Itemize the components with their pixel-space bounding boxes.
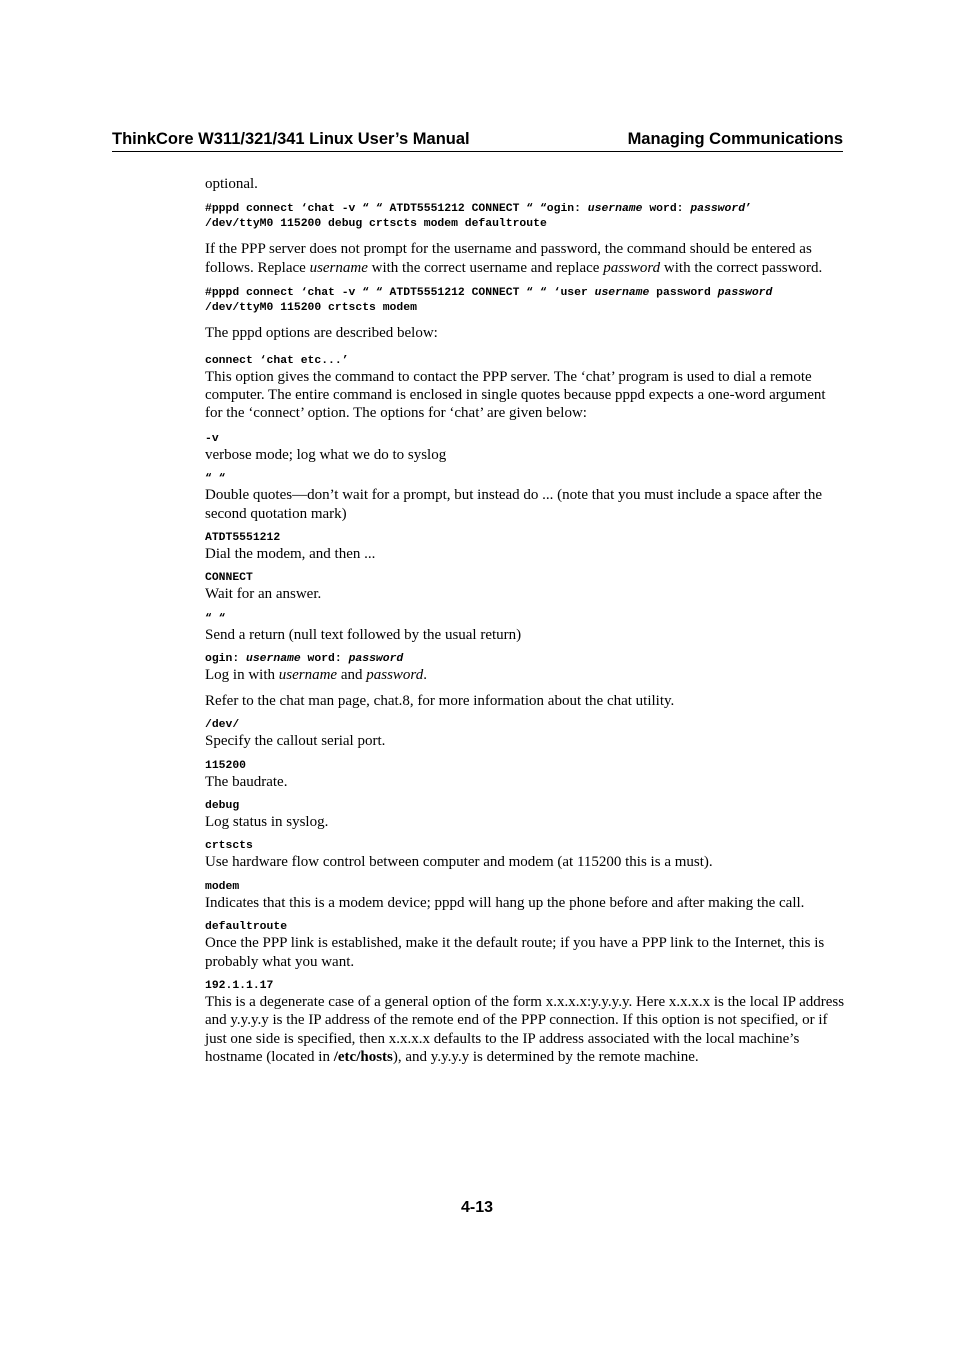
optional-text: optional. — [205, 176, 258, 192]
command-with-login: #pppd connect ‘chat -v “ “ ATDT5551212 CONNECT “ “ogin: username word: password’ /dev/ttyM0 115200 debug crtscts modem defaultroute — [205, 203, 752, 230]
page-content — [205, 175, 845, 1073]
option-desc-atdt: Dial the modem, and then ... — [205, 546, 376, 563]
option-term-dev: /dev/ — [205, 719, 240, 732]
option-desc-login: Log in with username and password. — [205, 667, 427, 684]
page-header — [112, 129, 843, 152]
option-term-connect: connect ‘chat etc...’ — [205, 354, 349, 367]
option-desc-quotes: Double quotes—don’t wait for a prompt, but instead do ... (note that you must include a space after the second quotation mark) — [205, 487, 823, 522]
option-desc-baud: The baudrate. — [205, 773, 288, 790]
option-desc-modem: Indicates that this is a modem device; pppd will hang up the phone before and after making the call. — [205, 894, 805, 911]
option-desc-return: Send a return (null text followed by the usual return) — [205, 626, 522, 643]
option-term-connect-reply: CONNECT — [205, 572, 253, 585]
command-without-prompt: #pppd connect ‘chat -v “ “ ATDT5551212 CONNECT “ “ ‘user username password password /dev/ttyM0 115200 crtscts modem — [205, 287, 773, 314]
option-desc-debug: Log status in syslog. — [205, 813, 329, 830]
option-desc-dev: Specify the callout serial port. — [205, 733, 386, 750]
manual-title: ThinkCore W311/321/341 Linux User’s Manual — [112, 130, 470, 148]
option-term-baud: 115200 — [205, 759, 247, 772]
options-intro: The pppd options are described below: — [205, 325, 438, 342]
option-term-crtscts: crtscts — [205, 840, 253, 853]
option-term-ip: 192.1.1.17 — [205, 979, 274, 992]
option-term-return: “ “ — [205, 612, 226, 625]
chat-man-page-note: Refer to the chat man page, chat.8, for more information about the chat utility. — [205, 692, 675, 709]
option-term-debug: debug — [205, 799, 240, 812]
option-desc-connect: This option gives the command to contact the PPP server. The ‘chat’ program is used to dial a remote computer. The entire command is enclosed in single quotes because pppd expects a one-word argument for the ‘connect’ option. The options for ‘chat’ are given below: — [205, 368, 826, 422]
option-term-atdt: ATDT5551212 — [205, 532, 281, 545]
option-term-defaultroute: defaultroute — [205, 921, 288, 934]
option-desc-defaultroute: Once the PPP link is established, make it the default route; if you have a PPP link to the Internet, this is probably what you want. — [205, 935, 825, 970]
option-desc-v: verbose mode; log what we do to syslog — [205, 446, 447, 463]
option-desc-connect-reply: Wait for an answer. — [205, 586, 322, 603]
section-title: Managing Communications — [627, 130, 843, 148]
no-prompt-paragraph: If the PPP server does not prompt for the username and password, the command should be entered as follows. Replace username with the correct username and replace password with the correct password. — [205, 241, 823, 276]
option-term-quotes: “ “ — [205, 473, 226, 486]
page-number: 4-13 — [460, 1199, 494, 1216]
option-desc-crtscts: Use hardware flow control between computer and modem (at 115200 this is a must). — [205, 854, 713, 871]
option-term-v: -v — [205, 432, 219, 445]
option-term-login: ogin: username word: password — [205, 653, 404, 666]
option-desc-ip: This is a degenerate case of a general option of the form x.x.x.x:y.y.y.y. Here x.x.x.x is the local IP address and y.y.y.y is the IP address of the remote end of the PPP connection. If this option is not specified, or if just one side is specified, then x.x.x.x defaults to the IP address associated with the local machine’s hostname (located in /etc/hosts), and y.y.y.y is determined by the remote machine. — [205, 993, 845, 1066]
option-term-modem: modem — [205, 880, 240, 893]
